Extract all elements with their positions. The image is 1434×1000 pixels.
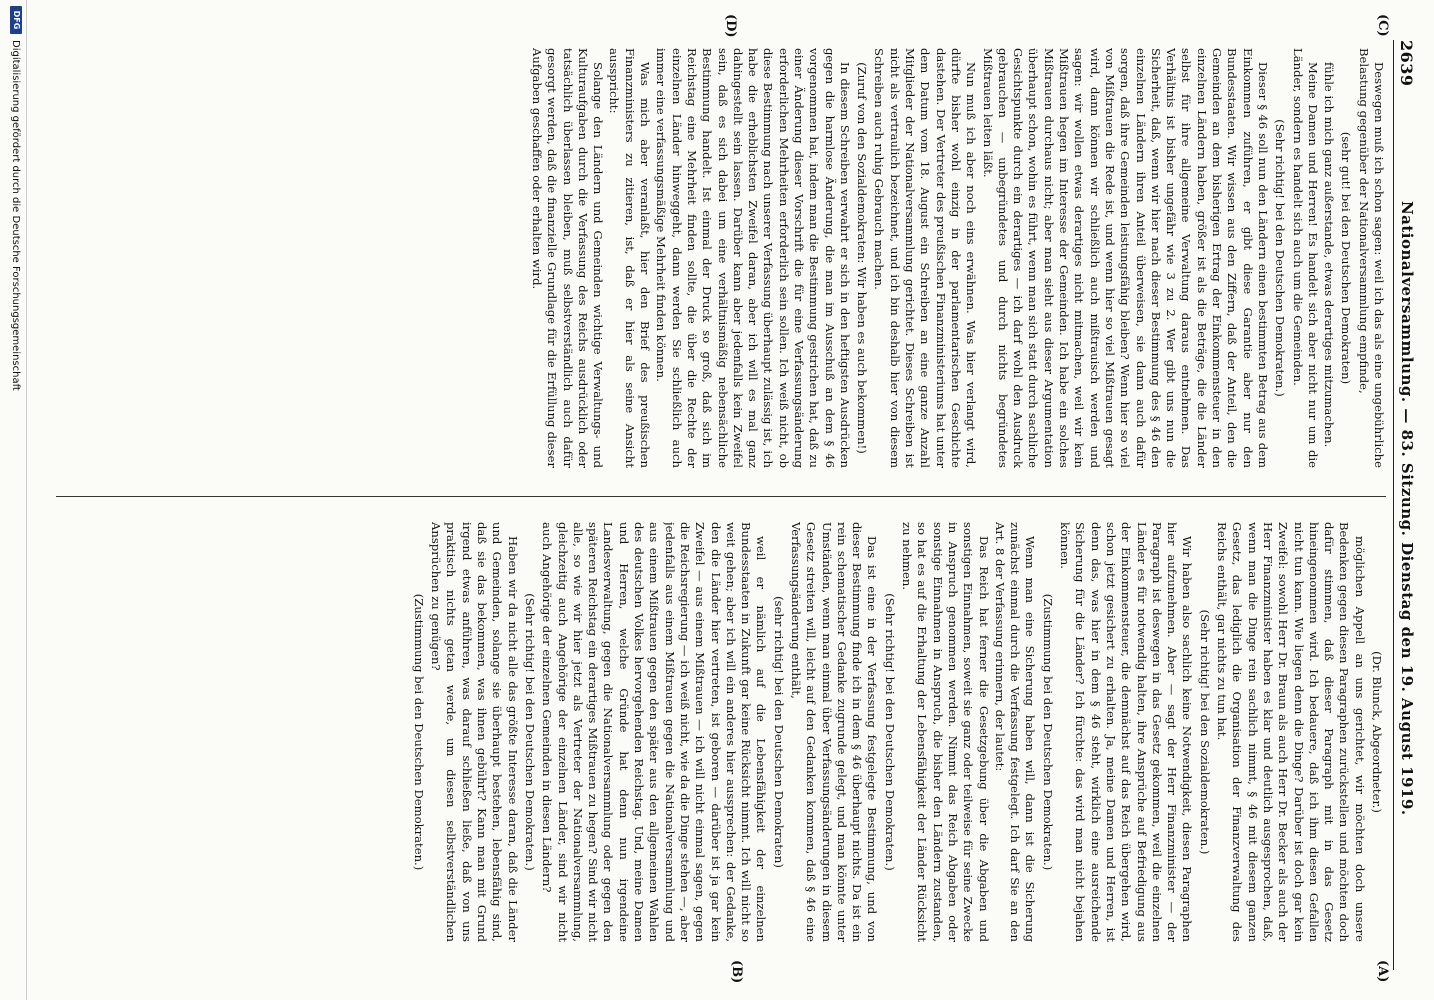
interjection: (Sehr richtig! bei den Sozialdemokraten.): [1197, 609, 1212, 855]
interjection: (Zustimmung bei den Deutschen Demokraten.): [411, 593, 426, 871]
right-text-column: [50, 522, 1386, 942]
page-header: [1393, 40, 1420, 970]
column-divider: [56, 496, 1386, 497]
paragraph: Wir haben also sachlich keine Notwendigkeit, diesen Paragraphen hier aufzunehmen. Aber — sagt der Herr Finanzminister — der Paragraph ist deswegen in das Gesetz gekommen, weil die einzelnen Länder es für notwendig halten, ihre Ansprüche auf Befriedigung aus der Einkommensteuer, die demnächst auf das Reich übergehen wird, schon jetzt gesichert zu erhalten. Ja, meine Damen und Herren, ist denn das, was hier in dem § 46 steht, wirklich eine ausreichende Sicherung für die Länder? Ich fürchte: das wird man nicht bejahen können.: [1058, 522, 1195, 942]
paragraph: Dieser § 46 soll nun den Ländern einen bestimmten Betrag aus dem Einkommen zuführen, er gibt diese Garantie aber nur den Bundesstaaten. Wir wissen aus den Ziffern, daß der Anteil, den die Gemeinden an dem bisherigen Ertrag der Einkommensteuer in den einzelnen Ländern haben, größer ist als die Beträge, die die Länder selbst für ihre allgemeine Verwaltung daraus entnehmen. Das Verhältnis ist bisher ungefähr wie 3 zu 2. Wer gibt uns nun die Sicherheit, daß, wenn wir hier nach dieser Bestimmung des § 46 den einzelnen Ländern ihren Anteil überweisen, sie dann auch dafür sorgen, daß ihre Gemeinden leistungsfähig bleiben? Wenn hier so viel von Mißtrauen die Rede ist, und wenn hier so viel Mißtrauen gesagt wird, dann können wir schließlich auch mißtrauisch werden und sagen: wir wollen etwas derartiges nicht mitmachen, weil wir kein Mißtrauen hegen im Interesse der Gemeinden. Ich habe ein solches Mißtrauen durchaus nicht; aber man sieht aus dieser Argumentation überhaupt schon, wohin es führt, wenn man sich statt durch sachliche Gesichtspunkte durch ein derartiges — ich darf wohl den Ausdruck gebrauchen — unbegründetes und durch nichts begründetes Mißtrauen leiten läßt.: [980, 48, 1270, 468]
paragraph: Nun muß ich aber noch eins erwähnen. Was hier verlangt wird, dürfte bisher wohl einzig in der parlamentarischen Geschichte dastehen. Der Vertreter des preußischen Finanzministeriums hat unter dem Datum vom 18. August ein Schreiben an eine ganze Anzahl Mitglieder der Nationalversammlung gerichtet. Dieses Schreiben ist nicht als vertraulich bezeichnet, und ich bin deshalb hier von diesem Schreiben auch ruhig Gebrauch machen.: [872, 48, 979, 468]
digitization-credit: [6, 0, 27, 1000]
paragraph: Was mich aber veranlaßt, hier den Brief des preußischen Finanzministers zu zitieren, ist, daß er hier als seine Ansicht ausspricht:: [607, 48, 653, 468]
page-title: Nationalversammlung. — 83. Sitzung. Dienstag den 19. August 1919.: [1398, 200, 1416, 816]
interjection: (Zuruf von den Sozialdemokraten: Wir haben es auch bekommen!): [855, 62, 870, 454]
interjection: (Sehr richtig! bei den Deutschen Demokraten.): [1273, 119, 1288, 397]
paragraph: Das ist eine in der Verfassung festgelegte Bestimmung, und von dieser Bestimmung finde ich in dem § 46 überhaupt nichts. Da ist ein rein schematischer Gedanke zugrunde gelegt, und man könnte unter Umständen, wenn man einmal über Verfassungsänderungen in diesem Gesetz streiten will, leicht auf den Gedanken kommen, daß § 46 eine Verfassungsänderung enthält,: [789, 522, 880, 942]
interjection: (Sehr richtig! bei den Deutschen Demokraten.): [882, 593, 897, 871]
interjection: (Sehr richtig! bei den Deutschen Demokraten.): [522, 593, 537, 871]
margin-letter-c: (C): [1375, 14, 1390, 37]
paragraph: Solange den Ländern und Gemeinden wichtige Verwaltungs- und Kulturaufgaben durch die Verfassung des Reichs ausdrücklich oder tatsächlich überlassen bleiben, muß selbstverständlich auch dafür gesorgt werden, daß die finanzielle Grundlage für die Erfüllung dieser Aufgaben geschaffen oder erhalten wird.: [529, 48, 606, 468]
paragraph: weil er nämlich auf die Lebensfähigkeit der einzelnen Bundesstaaten in Zukunft gar keine Rücksicht nimmt. Ich will nicht so weit gehen; aber ich will ein anderes hier aussprechen: der Gedanke, den die Länder hier vertreten, ist geboren — darüber ist ja gar kein Zweifel — aus einem Mißtrauen — ich will nicht einmal sagen, gegen die Reichsregierung — ich weiß nicht, wie da die Dinge stehen —, aber jedenfalls aus einem Mißtrauen gegen die Nationalversammlung und aus einem Mißtrauen gegen den später aus den allgemeinen Wahlen des deutschen Volkes hervorgehenden Reichstag. Und, meine Damen und Herren, welche Gründe hat denn nun irgendeine Landesverwaltung, gegen die Nationalversammlung oder gegen den späteren Reichstag ein derartiges Mißtrauen zu hegen? Sind wir nicht alle, so wie wir hier jetzt als Vertreter der Nationalversammlung, gleichzeitig auch Angehörige der einzelnen Länder, sind wir nicht auch Angehörige der einzelnen Gemeinden in diesen Ländern?: [540, 522, 769, 942]
interjection: (Zustimmung bei den Deutschen Demokraten.): [1040, 593, 1055, 871]
margin-letter-b: (B): [729, 960, 744, 984]
paragraph: möglichen Appell an uns gerichtet, wir möchten doch unsere Bedenken gegen diesen Paragraphen zurückstellen und möchten doch dafür stimmen, daß dieser Paragraph mit in das Gesetz hineingenommen wird. Ich bedauere, daß ich ihm diesen Gefallen nicht tun kann. Wie liegen denn die Dinge? Darüber ist doch gar kein Zweifel: sowohl Herr Dr. Braun als auch Herr Dr. Becker als auch der Herr Finanzminister haben es klar und deutlich ausgesprochen, daß, wenn man die Dinge rein sachlich nimmt, § 46 mit diesem ganzen Gesetz, das lediglich die Organisation der Finanzverwaltung des Reichs enthält, gar nichts zu tun hat.: [1215, 522, 1367, 942]
interjection: (sehr gut! bei den Deutschen Demokraten): [1339, 131, 1354, 385]
interjection: (Dr. Blunck, Abgeordneter.): [1370, 651, 1384, 813]
credit-text: Digitalisierung gefördert durch die Deutsche Forschungsgemeinschaft: [10, 40, 22, 391]
page-number: 2639: [1397, 40, 1417, 87]
paragraph: Haben wir da nicht alle das größte Interesse daran, daß die Länder und Gemeinden, solange sie überhaupt bestehen, lebensfähig sind, daß sie das bekommen, was ihnen gebührt? Kann man mit Grund irgend etwas anführen, was darauf schließen ließe, daß von uns praktisch nichts getan werde, um diesen selbstverständlichen Ansprüchen zu genügen?: [429, 522, 520, 942]
left-text-column: [50, 48, 1386, 468]
paragraph: Deswegen muß ich schon sagen: weil ich das als eine ungebührliche Belastung gegenüber der Nationalversammlung empfinde,: [1356, 48, 1386, 468]
margin-letter-a: (A): [1375, 960, 1390, 983]
paragraph: Meine Damen und Herren! Es handelt sich aber nicht nur um die Länder, sondern es handelt sich auch um die Gemeinden.: [1290, 48, 1320, 468]
margin-letter-d: (D): [723, 14, 738, 38]
paragraph: Das Reich hat ferner die Gesetzgebung über die Abgaben und sonstigen Einnahmen, soweit sie ganz oder teilweise für seine Zwecke in Anspruch genommen werden. Nimmt das Reich Abgaben oder sonstige Einnahmen in Anspruch, die bisher den Ländern zustanden, so hat es auf die Erhaltung der Lebensfähigkeit der Länder Rücksicht zu nehmen.: [900, 522, 991, 942]
paragraph: fühle ich mich ganz außerstande, etwas derartiges mitzumachen.: [1322, 62, 1337, 448]
interjection: (sehr richtig! bei den Deutschen Demokraten): [771, 596, 786, 868]
paragraph: In diesem Schreiben verwahrt er sich in den heftigsten Ausdrücken gegen die harmlose Änderung, die man im Ausschuß an dem § 46 vorgenommen hat, indem man die Bestimmung gestrichen hat, daß zu einer Änderung dieser Vorschrift die für eine Verfassungsänderung erforderlichen Mehrheiten erforderlich sein sollen. Ich weiß nicht, ob diese Bestimmung nach unserer Verfassung überhaupt zulässig ist, ich habe die erheblichsten Zweifel daran, aber ich will es mal ganz dahingestellt sein lassen. Darüber kann aber jedenfalls kein Zweifel sein, daß es sich dabei um eine verhältnismäßig nebensächliche Bestimmung handelt. Ist einmal der Druck so groß, daß sich im Reichstag eine Mehrheit finden sollte, die über die Rechte der einzelnen Länder hinweggeht, dann werden Sie schließlich auch immer eine verfassungsmäßige Mehrheit finden können.: [654, 48, 852, 468]
dfg-logo-icon: DFG: [10, 6, 22, 34]
paragraph: Wenn man eine Sicherung haben will, dann ist die Sicherung zunächst einmal durch die Verfassung festgelegt. Ich darf Sie an den Art. 8 der Verfassung erinnern, der lautet:: [992, 522, 1038, 942]
